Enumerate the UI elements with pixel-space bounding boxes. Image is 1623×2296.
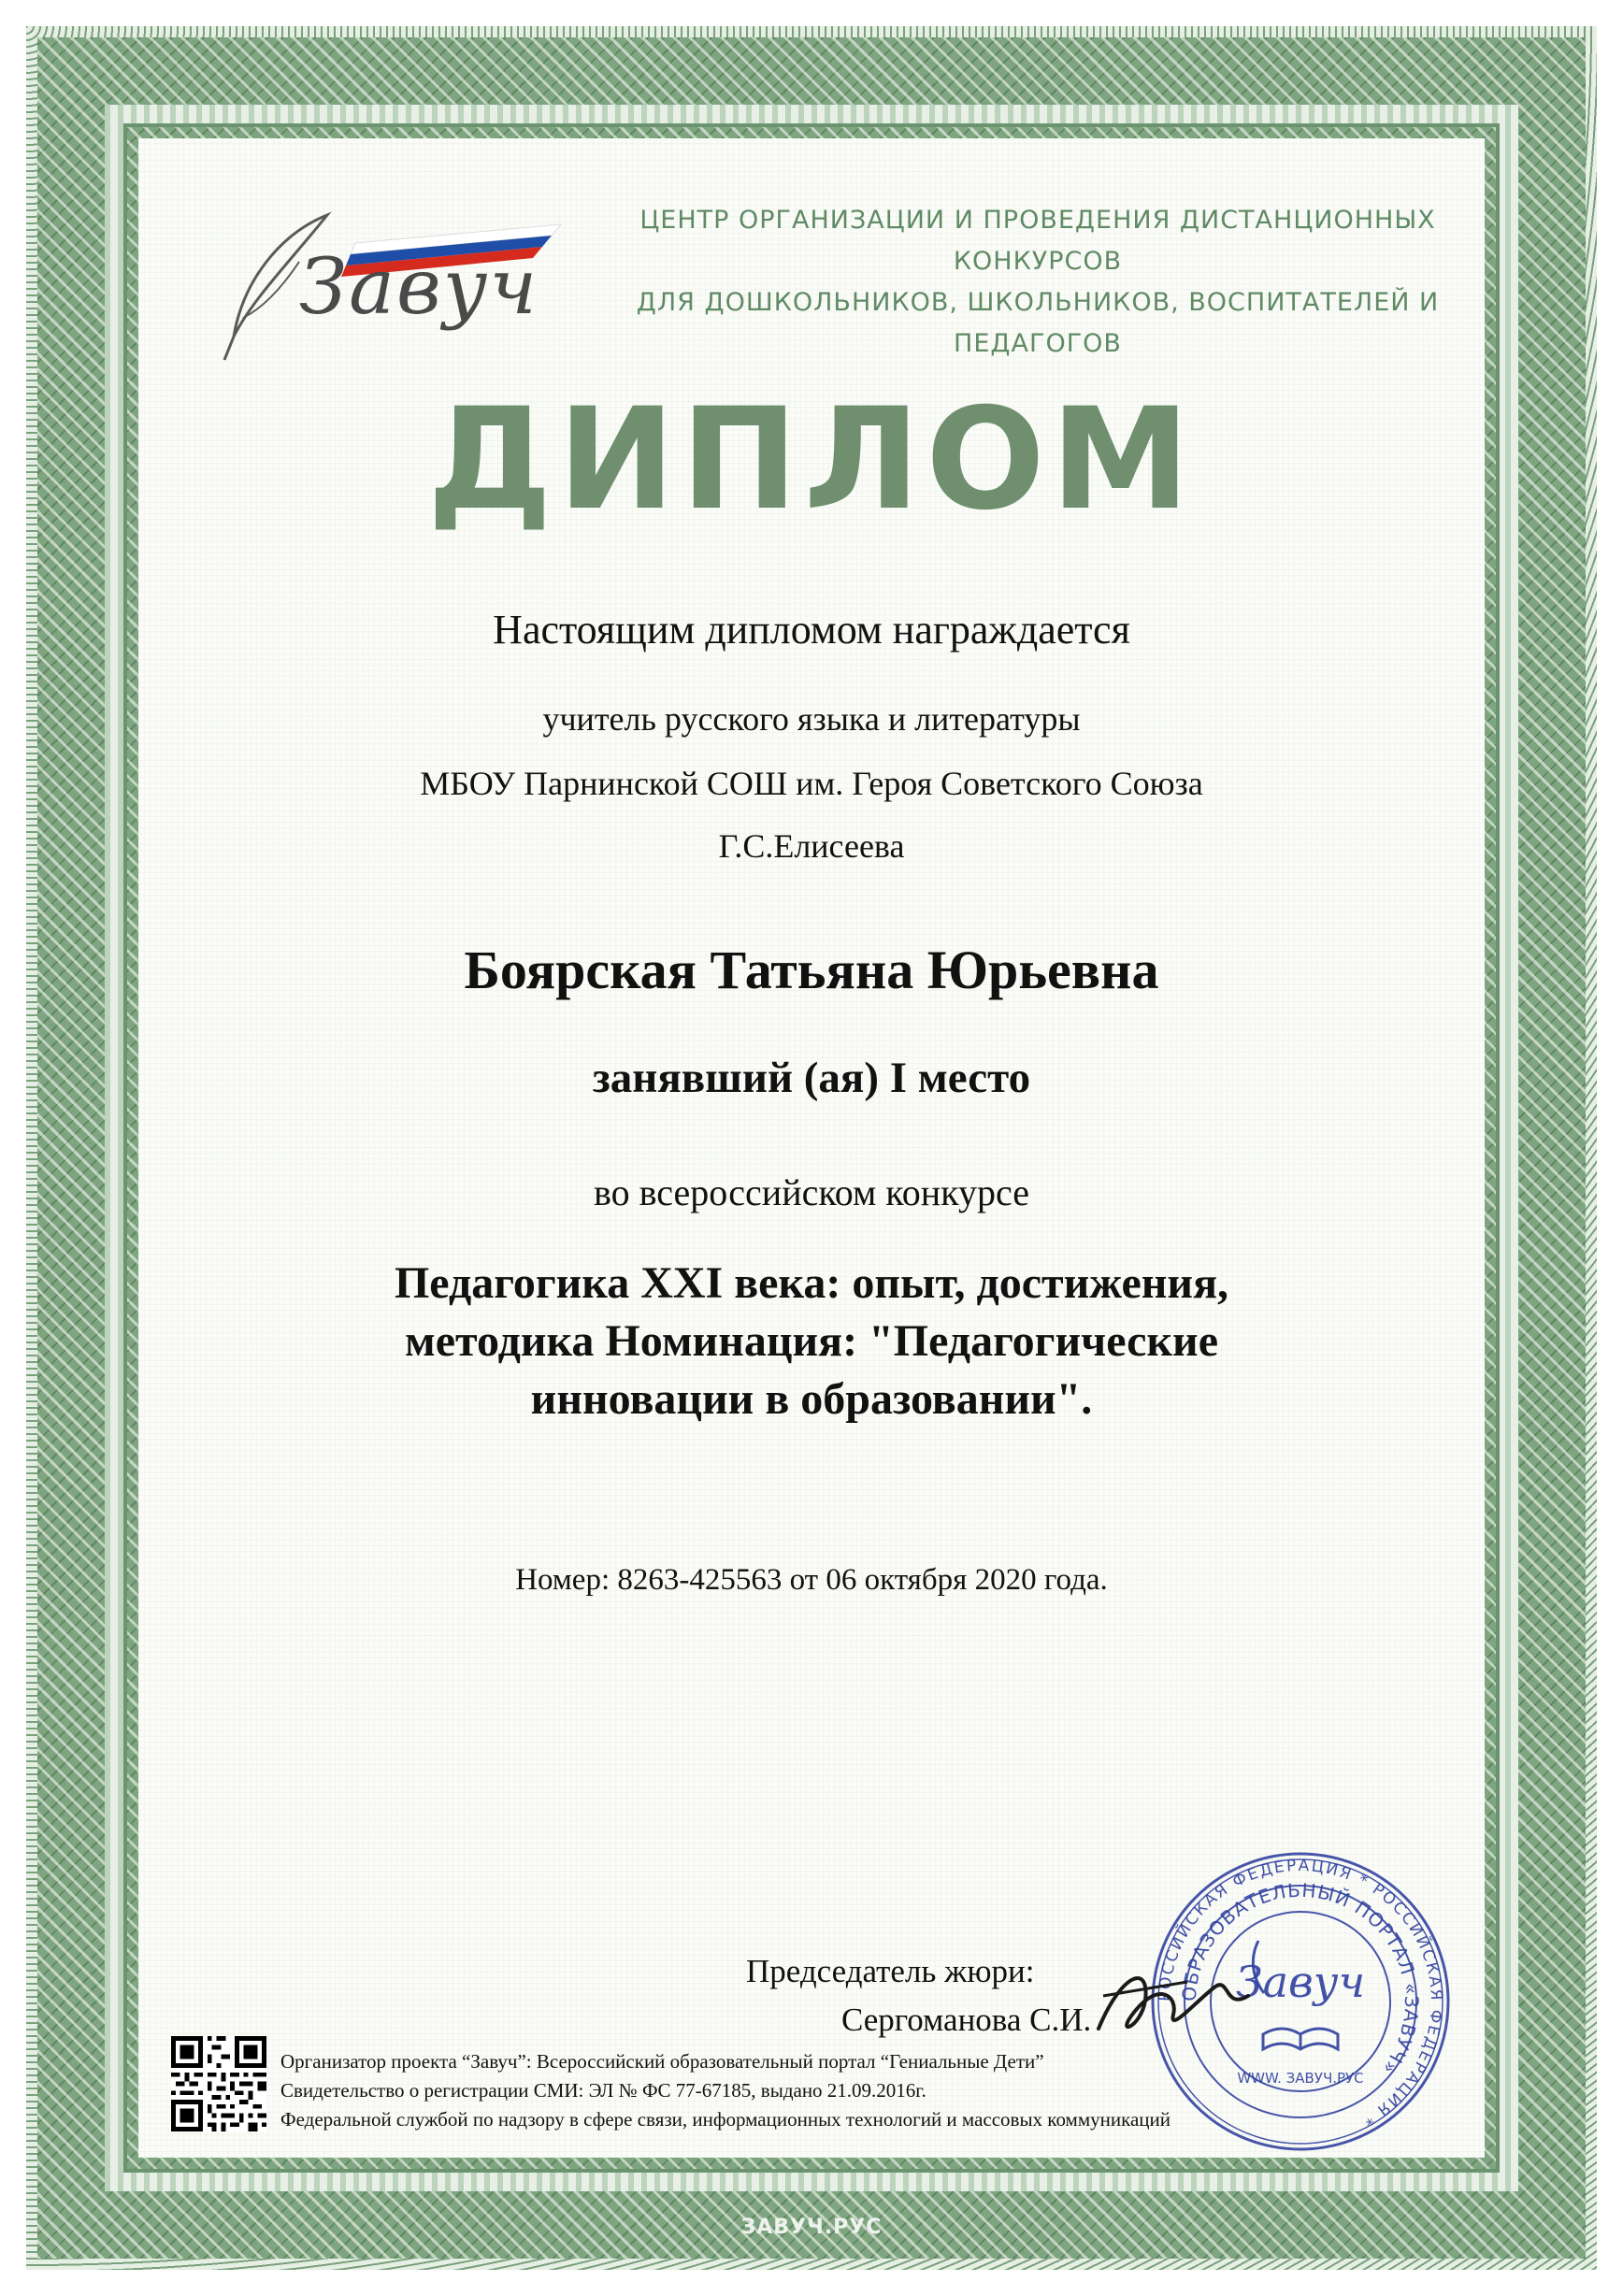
signature-icon: [1084, 1944, 1271, 2057]
competition-line-2: методика Номинация: "Педагогические: [405, 1316, 1218, 1366]
footer-line-2: Свидетельство о регистрации СМИ: ЭЛ № ФС 77-67185, выдано 21.09.2016г.: [280, 2079, 926, 2102]
position-line-1: учитель русского языка и литературы: [542, 700, 1081, 738]
diploma-title: ДИПЛОМ: [426, 379, 1197, 541]
stamp-outer-text: РОССИЙСКАЯ ФЕДЕРАЦИЯ * РОССИЙСКАЯ ФЕДЕРАЦИЯ *: [1155, 1856, 1446, 2131]
position-line-2: МБОУ Парнинской СОШ им. Героя Советского Союза: [420, 765, 1203, 802]
jury-chair-name: Сергоманова С.И.: [841, 2002, 1092, 2038]
contest-label: во всероссийском конкурсе: [594, 1171, 1029, 1213]
header-line-1: ЦЕНТР ОРГАНИЗАЦИИ И ПРОВЕДЕНИЯ ДИСТАНЦИОННЫХ КОНКУРСОВ: [639, 206, 1436, 276]
stamp-url: WWW. ЗАВУЧ.РУС: [1237, 2070, 1364, 2087]
stamp-inner-text: ОБРАЗОВАТЕЛЬНЫЙ ПОРТАЛ «ЗАВУЧ»: [1177, 1878, 1424, 2080]
footer-line-1: Организатор проекта “Завуч”: Всероссийский образовательный портал “Гениальные Дети”: [280, 2050, 1044, 2073]
site-watermark: ЗАВУЧ.РУС: [740, 2216, 883, 2239]
organizer-footer: [280, 2047, 1171, 2134]
qr-code-icon: [171, 2036, 266, 2131]
footer-line-3: Федеральной службой по надзору в сфере связи, информационных технологий и массовых коммуникаций: [280, 2108, 1171, 2131]
organization-header: [617, 200, 1458, 365]
stamp-center-text: Завуч: [1235, 1957, 1366, 2007]
jury-chair-title: Председатель жюри:: [746, 1953, 1035, 1989]
logo-wordmark: Завуч: [299, 243, 539, 332]
position-line-3: Г.С.Елисеева: [718, 827, 905, 865]
diploma-number: Номер: 8263-425563 от 06 октября 2020 года.: [515, 1563, 1108, 1597]
award-statement: Настоящим дипломом награждается: [493, 607, 1130, 653]
recipient-name: Боярская Татьяна Юрьевна: [464, 940, 1159, 1000]
competition-line-3: инновации в образовании".: [530, 1374, 1093, 1424]
competition-name: [0, 1255, 1623, 1428]
header-line-2: ДЛЯ ДОШКОЛЬНИКОВ, ШКОЛЬНИКОВ, ВОСПИТАТЕЛЕЙ И ПЕДАГОГОВ: [636, 288, 1440, 358]
place-awarded: занявший (ая) I место: [592, 1054, 1031, 1102]
competition-line-1: Педагогика XXI века: опыт, достижения,: [394, 1258, 1229, 1308]
